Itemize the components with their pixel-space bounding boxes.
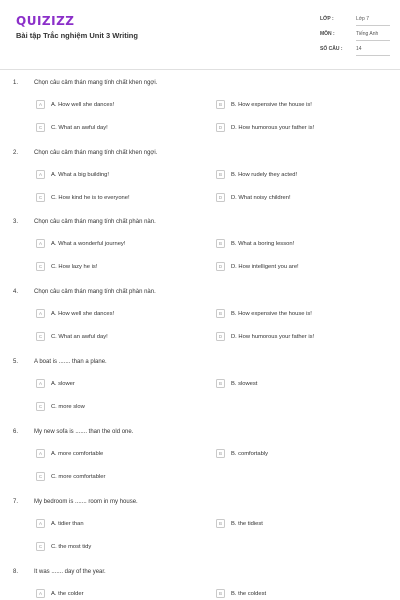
question-number: 6. <box>13 429 19 435</box>
answer-option[interactable] <box>216 123 391 133</box>
answer-option[interactable] <box>216 309 391 319</box>
answer-option[interactable] <box>36 449 206 459</box>
question-text: Chọn câu cảm thán mang tính chất khen ngợi. <box>34 150 158 156</box>
question-number: 2. <box>13 150 19 156</box>
question-text: Chọn câu cảm thán mang tính chất phàn nàn. <box>34 289 156 295</box>
option-letter-box[interactable]: B <box>216 309 225 318</box>
option-letter-box[interactable]: D <box>216 332 225 341</box>
option-letter-box[interactable]: B <box>216 100 225 109</box>
option-text: B. How rudely they acted! <box>231 171 298 178</box>
option-text: B. How expensive the house is! <box>231 310 312 317</box>
answer-option[interactable] <box>36 170 206 180</box>
option-text: B. slowest <box>231 380 258 387</box>
option-letter-box[interactable]: C <box>36 332 45 341</box>
option-text: B. the tidiest <box>231 520 263 527</box>
question-text: A boat is ....... than a plane. <box>34 359 107 365</box>
answer-option[interactable] <box>216 100 391 110</box>
option-letter-box[interactable]: A <box>36 309 45 318</box>
option-text: A. more comfortable <box>51 450 104 457</box>
answer-option[interactable] <box>36 542 206 552</box>
option-letter-box[interactable]: B <box>216 589 225 598</box>
option-letter-box[interactable]: B <box>216 449 225 458</box>
meta-grade-value: Lớp 7 <box>356 16 370 22</box>
option-text: C. How lazy he is! <box>51 263 98 270</box>
answer-option[interactable] <box>36 589 206 599</box>
option-letter-box[interactable]: C <box>36 472 45 481</box>
option-text: C. more slow <box>51 403 85 410</box>
worksheet-meta <box>320 11 390 56</box>
option-letter-box[interactable]: D <box>216 193 225 202</box>
option-letter-box[interactable]: A <box>36 449 45 458</box>
option-letter-box[interactable]: A <box>36 589 45 598</box>
option-letter-box[interactable]: D <box>216 262 225 271</box>
option-letter-box[interactable]: C <box>36 402 45 411</box>
answer-option[interactable] <box>216 519 391 529</box>
option-text: B. the coldest <box>231 590 267 597</box>
option-text: D. How intelligent you are! <box>231 263 299 270</box>
answer-option[interactable] <box>36 100 206 110</box>
option-letter-box[interactable]: C <box>36 123 45 132</box>
question-number: 3. <box>13 219 19 225</box>
meta-count <box>320 41 390 56</box>
option-letter-box[interactable]: A <box>36 239 45 248</box>
question-text: Chọn câu cảm thán mang tính chất khen ngợi. <box>34 80 158 86</box>
option-text: A. the colder <box>51 590 84 597</box>
meta-grade-label: LỚP : <box>320 16 334 22</box>
answer-option[interactable] <box>216 332 391 342</box>
meta-count-underline <box>356 55 390 56</box>
meta-subject-label: MÔN : <box>320 31 335 37</box>
answer-option[interactable] <box>216 262 391 272</box>
option-letter-box[interactable]: C <box>36 193 45 202</box>
question-number: 1. <box>13 80 19 86</box>
worksheet-header <box>0 0 400 68</box>
option-text: C. What an awful day! <box>51 124 108 131</box>
option-text: A. What a big building! <box>51 171 110 178</box>
option-text: D. What noisy children! <box>231 194 291 201</box>
option-letter-box[interactable]: A <box>36 170 45 179</box>
answer-option[interactable] <box>36 262 206 272</box>
question-text: My new sofa is ....... than the old one. <box>34 429 134 435</box>
option-text: B. How expensive the house is! <box>231 101 312 108</box>
option-text: D. How humorous your father is! <box>231 124 315 131</box>
question-number: 5. <box>13 359 19 365</box>
option-letter-box[interactable]: B <box>216 239 225 248</box>
answer-option[interactable] <box>36 193 206 203</box>
meta-count-value: 14 <box>356 46 362 52</box>
option-text: C. the most tidy <box>51 543 92 550</box>
option-letter-box[interactable]: C <box>36 542 45 551</box>
answer-option[interactable] <box>36 379 206 389</box>
option-text: C. more comfortabler <box>51 473 106 480</box>
option-letter-box[interactable]: D <box>216 123 225 132</box>
answer-option[interactable] <box>216 170 391 180</box>
option-letter-box[interactable]: B <box>216 379 225 388</box>
option-text: B. comfortably <box>231 450 269 457</box>
option-text: A. How well she dances! <box>51 310 115 317</box>
option-text: C. How kind he is to everyone! <box>51 194 130 201</box>
meta-grade <box>320 11 390 26</box>
option-text: B. What a boring lesson! <box>231 240 295 247</box>
question-text: It was ....... day of the year. <box>34 569 106 575</box>
option-letter-box[interactable]: B <box>216 170 225 179</box>
option-text: A. What a wonderful journey! <box>51 240 126 247</box>
answer-option[interactable] <box>36 402 206 412</box>
question-number: 8. <box>13 569 19 575</box>
option-letter-box[interactable]: A <box>36 379 45 388</box>
answer-option[interactable] <box>36 309 206 319</box>
option-letter-box[interactable]: B <box>216 519 225 528</box>
answer-option[interactable] <box>216 239 391 249</box>
option-text: A. slower <box>51 380 75 387</box>
answer-option[interactable] <box>36 123 206 133</box>
meta-subject-value: Tiếng Anh <box>356 31 379 37</box>
option-text: C. What an awful day! <box>51 333 108 340</box>
meta-subject <box>320 26 390 41</box>
question-text: My bedroom is ....... room in my house. <box>34 499 138 505</box>
answer-option[interactable] <box>216 589 391 599</box>
answer-option[interactable] <box>36 472 206 482</box>
answer-option[interactable] <box>216 193 391 203</box>
worksheet-title: Bài tập Trắc nghiệm Unit 3 Writing <box>16 31 138 40</box>
answer-option[interactable] <box>216 379 391 389</box>
option-letter-box[interactable]: C <box>36 262 45 271</box>
header-divider <box>0 69 400 70</box>
question-text: Chọn câu cảm thán mang tính chất phàn nàn. <box>34 219 156 225</box>
option-letter-box[interactable]: A <box>36 100 45 109</box>
answer-option[interactable] <box>36 332 206 342</box>
meta-count-label: SỐ CÂU : <box>320 46 343 52</box>
answer-option[interactable] <box>36 239 206 249</box>
option-text: A. How well she dances! <box>51 101 115 108</box>
option-text: A. tidier than <box>51 520 84 527</box>
option-text: D. How humorous your father is! <box>231 333 315 340</box>
option-letter-box[interactable]: A <box>36 519 45 528</box>
question-number: 4. <box>13 289 19 295</box>
answer-option[interactable] <box>36 519 206 529</box>
answer-option[interactable] <box>216 449 391 459</box>
question-number: 7. <box>13 499 19 505</box>
quizizz-logo[interactable]: QUIZIZZ <box>16 14 75 28</box>
